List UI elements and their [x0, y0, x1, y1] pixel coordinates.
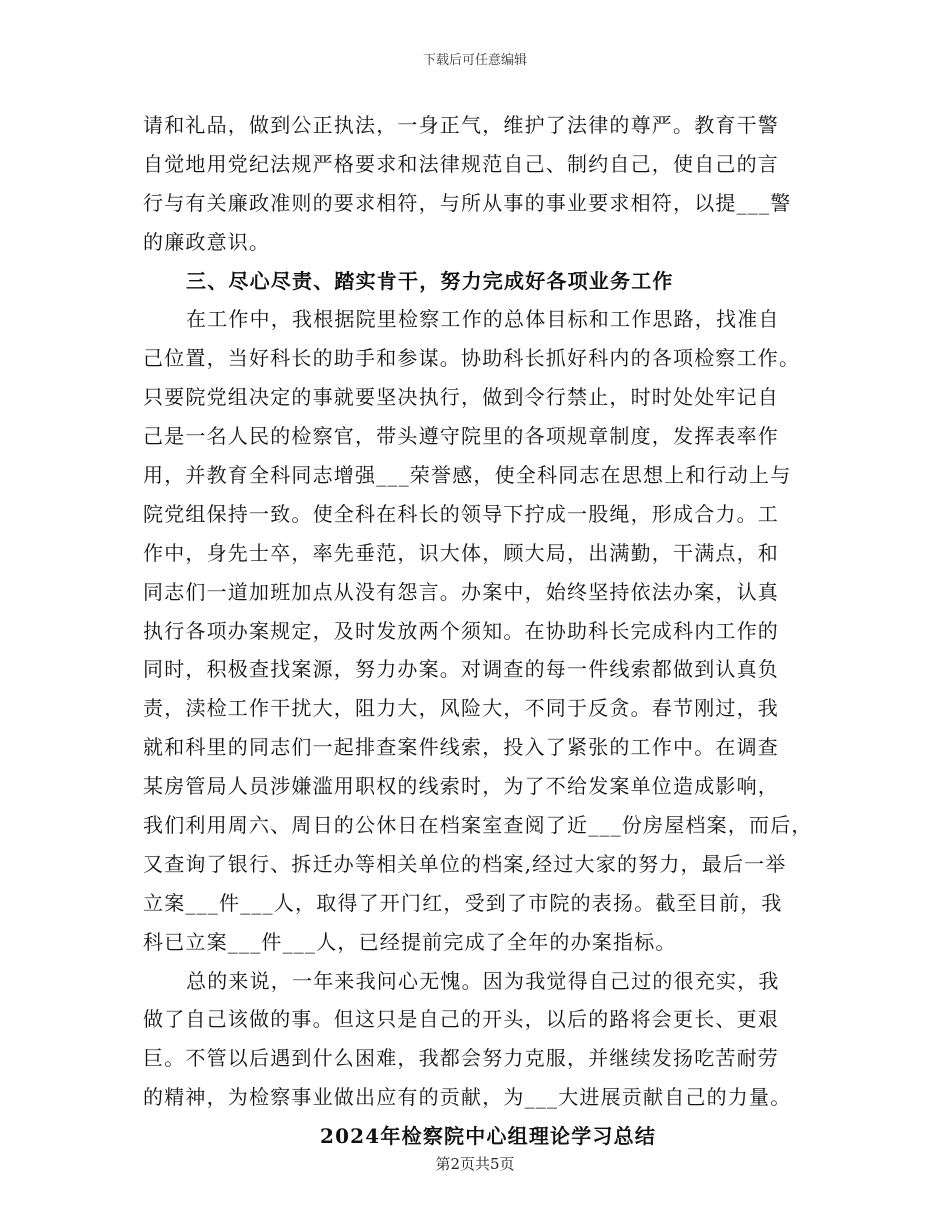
body-line: 巨。不管以后遇到什么困难，我都会努力克服，并继续发扬吃苦耐劳: [143, 1046, 779, 1071]
page-header-note: 下载后可任意编辑: [422, 53, 527, 68]
paragraph-first-line: 在工作中，我根据院里检察工作的总体目标和工作思路，找准自: [186, 307, 780, 332]
body-line: 用，并教育全科同志增强___荣誉感，使全科同志在思想上和行动上与: [143, 463, 792, 488]
body-line: 又查询了银行、拆迁办等相关单位的档案,经过大家的努力，最后一举: [143, 851, 787, 876]
body-line: 作中，身先士卒，率先垂范，识大体，顾大局，出满勤，干满点，和: [143, 540, 779, 565]
section-heading: 三、尽心尽责、踏实肯干，努力完成好各项业务工作: [186, 268, 674, 293]
body-line: 的精神，为检察事业做出应有的贡献，为___大进展贡献自己的力量。: [143, 1085, 792, 1110]
body-line: 做了自己该做的事。但这只是自己的开头，以后的路将会更长、更艰: [143, 1007, 779, 1032]
document-body: [143, 106, 823, 1156]
body-line: 我们利用周六、周日的公休日在档案室查阅了近___份房屋档案，而后，: [143, 813, 813, 838]
page-number: 第2页共5页: [435, 1155, 515, 1173]
body-line: 自觉地用党纪法规严格要求和法律规范自己、制约自己，使自己的言: [143, 151, 779, 176]
body-line: 立案___件___人，取得了开门红，受到了市院的表扬。截至目前，我: [143, 890, 783, 915]
body-line: 己是一名人民的检察官，带头遵守院里的各项规章制度，发挥表率作: [143, 424, 779, 449]
paragraph-first-line: 总的来说，一年来我问心无愧。因为我觉得自己过的很充实，我: [186, 968, 780, 993]
next-document-title: 2024年检察院中心组理论学习总结: [319, 1124, 657, 1149]
body-line: 同志们一道加班加点从没有怨言。办案中，始终坚持依法办案，认真: [143, 579, 779, 604]
body-line: 的廉政意识。: [143, 229, 271, 254]
body-line: 己位置，当好科长的助手和参谋。协助科长抓好科内的各项检察工作。: [143, 346, 801, 371]
body-line: 院党组保持一致。使全科在科长的领导下拧成一股绳，形成合力。工: [143, 501, 779, 526]
body-line: 同时，积极查找案源，努力办案。对调查的每一件线索都做到认真负: [143, 657, 779, 682]
body-line: 行与有关廉政准则的要求相符，与所从事的事业要求相符，以提___警: [143, 190, 792, 215]
body-line: 某房管局人员涉嫌滥用职权的线索时，为了不给发案单位造成影响，: [143, 774, 779, 799]
body-line: 责，渎检工作干扰大，阻力大，风险大，不同于反贪。春节刚过，我: [143, 696, 779, 721]
body-line: 科已立案___件___人，已经提前完成了全年的办案指标。: [143, 929, 677, 954]
body-line: 请和礼品，做到公正执法，一身正气，维护了法律的尊严。教育干警: [143, 113, 779, 137]
body-line: 就和科里的同志们一起排查案件线索，投入了紧张的工作中。在调查: [143, 735, 779, 760]
body-line: 只要院党组决定的事就要坚决执行，做到令行禁止，时时处处牢记自: [143, 385, 779, 410]
body-line: 执行各项办案规定，及时发放两个须知。在协助科长完成科内工作的: [143, 618, 779, 643]
